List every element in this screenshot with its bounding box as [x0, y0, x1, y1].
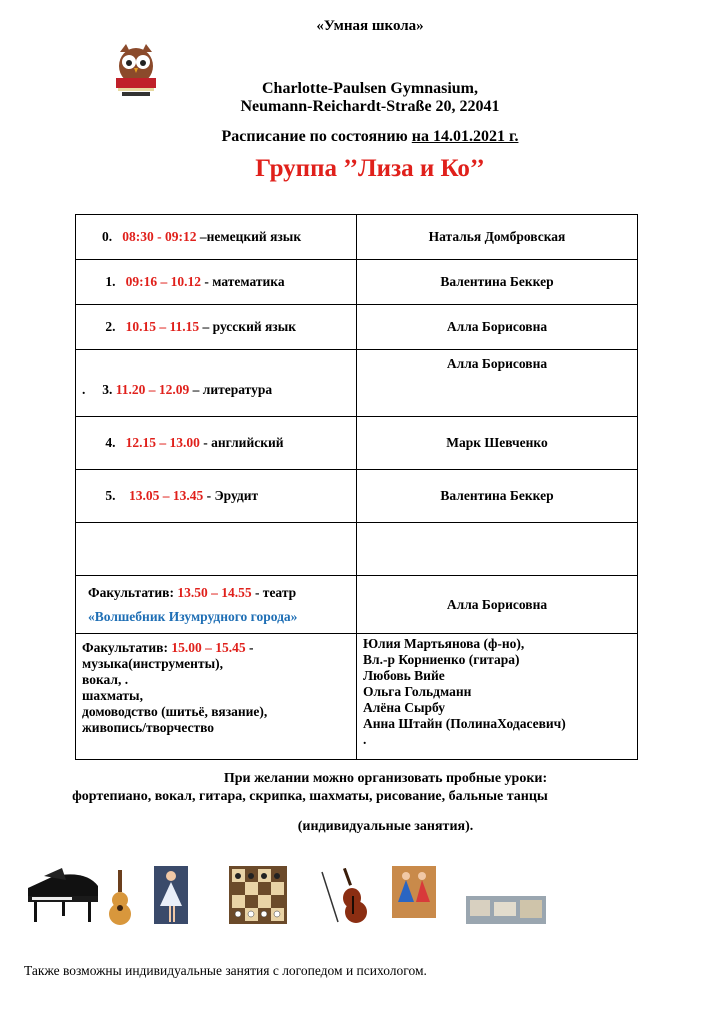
elective-suffix: - [245, 640, 254, 655]
lesson-number: 0. [102, 229, 113, 244]
lesson-time: 10.15 – 11.15 [125, 319, 200, 334]
elective-line: домоводство (шитьё, вязание), [82, 704, 268, 719]
lesson-time: 09:16 – 10.12 [125, 274, 201, 289]
elective-cell [76, 634, 357, 760]
lesson-cell [76, 350, 357, 417]
table-row-elective-theatre [76, 576, 638, 634]
school-name: «Умная школа» [316, 18, 424, 34]
lesson-subject: - английский [199, 435, 284, 450]
teacher-cell: Наталья Домбровская [357, 215, 638, 260]
teacher-name: Вл.-р Корниенко (гитара) [363, 652, 520, 667]
violin-icon [318, 868, 368, 929]
table-row-elective-arts [76, 634, 638, 760]
table-row [76, 260, 638, 305]
teacher-cell: Алла Борисовна [357, 305, 638, 350]
lesson-number: 2. [105, 319, 116, 334]
lesson-time: 13.05 – 13.45 [129, 488, 204, 503]
piano-icon [24, 866, 102, 929]
owl-logo-icon [108, 42, 164, 98]
elective-line: вокал, . [82, 672, 129, 687]
group-title: Группа ’’Лиза и Ко’’ [255, 155, 485, 182]
lesson-subject: - Эрудит [203, 488, 259, 503]
lesson-subject: – литература [189, 382, 273, 397]
elective-time: 13.50 – 14.55 [177, 584, 252, 600]
gymnasium-address: Neumann-Reichardt-Straße 20, 22041 [240, 98, 500, 115]
lesson-cell [76, 417, 357, 470]
teacher-list-cell [357, 634, 638, 760]
final-note: Также возможны индивидуальные занятия с логопедом и психологом. [24, 963, 427, 978]
empty-cell [76, 523, 357, 576]
lesson-cell [76, 215, 357, 260]
table-row [76, 470, 638, 523]
elective-line: шахматы, [82, 688, 143, 703]
elective-line: живопись/творчество [82, 720, 215, 735]
teacher-name: Юлия Мартьянова (ф-но), [363, 636, 525, 651]
schedule-prefix: Расписание по состоянию [221, 128, 412, 145]
elective-time: 15.00 – 15.45 [171, 640, 246, 655]
lesson-cell [76, 470, 357, 523]
teacher-cell: Алла Борисовна [357, 576, 638, 634]
guitar-icon [106, 870, 134, 931]
lesson-number: 1. [105, 274, 116, 289]
lesson-subject: –немецкий язык [196, 229, 302, 244]
elective-play-title: «Волшебник Изумрудного города» [88, 608, 298, 624]
lesson-subject: – русский язык [199, 319, 297, 334]
empty-cell [357, 523, 638, 576]
ballet-dancer-image [154, 866, 188, 929]
elective-cell [76, 576, 357, 634]
elective-line: музыка(инструменты), [82, 656, 223, 671]
teacher-cell: Валентина Беккер [357, 260, 638, 305]
schedule-date-line [0, 128, 711, 146]
table-row [76, 215, 638, 260]
lesson-number: 5. [105, 488, 116, 503]
table-row-empty [76, 523, 638, 576]
lesson-number: 4. [105, 435, 116, 450]
teacher-cell: Алла Борисовна [357, 350, 638, 417]
dancers-image [392, 866, 436, 923]
table-row [76, 417, 638, 470]
lesson-number: 3. [102, 382, 113, 397]
elective-label: Факультатив: [88, 584, 178, 600]
teacher-name: Ольга Гольдманн [363, 684, 472, 699]
table-row [76, 350, 638, 417]
table-row [76, 305, 638, 350]
gymnasium-name: Charlotte-Paulsen Gymnasium, [262, 80, 478, 97]
teacher-name: Любовь Вийе [363, 668, 445, 683]
teacher-cell: Валентина Беккер [357, 470, 638, 523]
teacher-name: . [363, 732, 367, 747]
teacher-cell: Марк Шевченко [357, 417, 638, 470]
lesson-time: 08:30 - 09:12 [122, 229, 197, 244]
trial-lessons-list: фортепиано, вокал, гитара, скрипка, шахматы, рисование, бальные танцы [72, 789, 548, 804]
lesson-time: 11.20 – 12.09 [115, 382, 190, 397]
chess-board-image [229, 866, 287, 929]
lesson-time: 12.15 – 13.00 [125, 435, 200, 450]
schedule-date: на 14.01.2021 г. [411, 128, 519, 145]
teacher-name: Анна Штайн (ПолинаХодасевич) [363, 716, 566, 731]
teacher-name: Алёна Сырбу [363, 700, 446, 715]
lesson-subject: - математика [201, 274, 285, 289]
lesson-prefix: . [82, 382, 86, 397]
lesson-cell [76, 260, 357, 305]
elective-subject: - театр [251, 584, 297, 600]
elective-label: Факультатив: [82, 640, 172, 655]
lesson-cell [76, 305, 357, 350]
trial-lessons-note: При желании можно организовать пробные уроки: [223, 771, 548, 786]
drawing-class-image [466, 896, 546, 929]
individual-lessons-note: (индивидуальные занятия). [297, 819, 474, 834]
schedule-table [75, 214, 638, 760]
